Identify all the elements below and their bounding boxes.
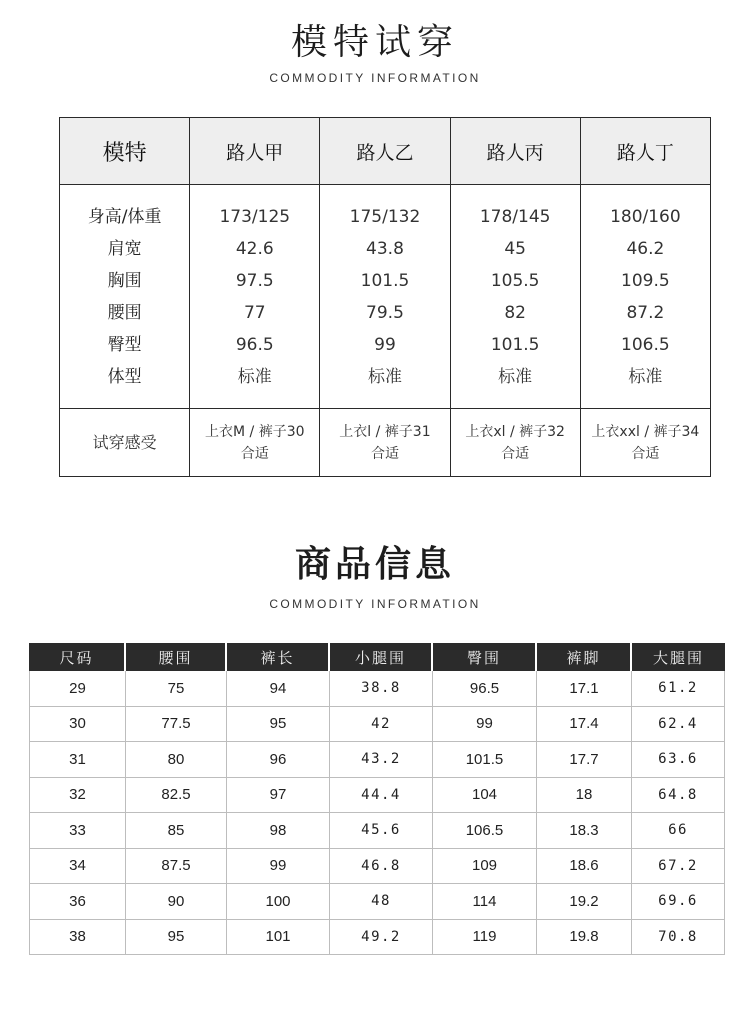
- size-chart: [29, 643, 725, 955]
- size-cell: 87.5: [126, 849, 227, 885]
- model-metrics-cell: [190, 185, 320, 409]
- size-cell: 99: [227, 849, 330, 885]
- size-cell: 46.8: [330, 849, 433, 885]
- size-cell: 63.6: [632, 742, 725, 778]
- metric-value: 87.2: [626, 302, 665, 323]
- product-section-header: [0, 536, 750, 611]
- metric-value: 77: [243, 302, 266, 323]
- size-row: [29, 920, 725, 956]
- size-header-row: [29, 643, 725, 671]
- model-metrics-cell: [450, 185, 580, 409]
- fitting-feel-cell: [580, 409, 710, 477]
- size-row: [29, 742, 725, 778]
- size-cell: 96: [227, 742, 330, 778]
- size-row: [29, 778, 725, 814]
- size-cell: 97: [227, 778, 330, 814]
- size-cell: 95: [227, 707, 330, 743]
- fitting-feel-row: [60, 409, 711, 477]
- size-cell: 33: [29, 813, 126, 849]
- size-cell: 66: [632, 813, 725, 849]
- size-cell: 100: [227, 884, 330, 920]
- metric-value: 101.5: [360, 270, 410, 291]
- size-header-cell: 尺码: [29, 643, 126, 671]
- size-row: [29, 813, 725, 849]
- size-cell: 17.7: [537, 742, 632, 778]
- size-header-cell: 臀围: [433, 643, 537, 671]
- size-cell: 82.5: [126, 778, 227, 814]
- size-cell: 114: [433, 884, 537, 920]
- size-cell: 17.1: [537, 671, 632, 707]
- metric-value: 79.5: [366, 302, 404, 323]
- size-cell: 44.4: [330, 778, 433, 814]
- size-cell: 38.8: [330, 671, 433, 707]
- metric-value: 标准: [367, 366, 402, 387]
- size-cell: 61.2: [632, 671, 725, 707]
- size-cell: 19.2: [537, 884, 632, 920]
- model-section-subtitle: COMMODITY INFORMATION: [269, 71, 481, 85]
- size-cell: 29: [29, 671, 126, 707]
- size-row: [29, 707, 725, 743]
- size-cell: 98: [227, 813, 330, 849]
- size-cell: 32: [29, 778, 126, 814]
- size-header-cell: 小腿围: [330, 643, 433, 671]
- model-metrics-row: [60, 185, 711, 409]
- metric-value: 178/145: [479, 206, 551, 227]
- metric-value: 105.5: [490, 270, 540, 291]
- metric-value: 175/132: [349, 206, 421, 227]
- fitting-feel-label: 试穿感受: [60, 409, 190, 477]
- metric-label: 腰围: [107, 302, 142, 323]
- size-cell: 80: [126, 742, 227, 778]
- size-cell: 34: [29, 849, 126, 885]
- metric-value: 42.6: [235, 238, 274, 259]
- model-name: 路人甲: [190, 118, 320, 185]
- metric-value: 45: [504, 238, 526, 259]
- size-cell: 18: [537, 778, 632, 814]
- size-cell: 19.8: [537, 920, 632, 956]
- fitting-result: 合适: [631, 445, 660, 462]
- metric-value: 99: [374, 334, 396, 355]
- fitting-feel-cell: [320, 409, 450, 477]
- metric-label: 体型: [107, 366, 142, 387]
- size-cell: 90: [126, 884, 227, 920]
- model-metrics-cell: [320, 185, 450, 409]
- fitting-size: 上衣l / 裤子31: [339, 423, 431, 440]
- size-cell: 42: [330, 707, 433, 743]
- size-cell: 18.3: [537, 813, 632, 849]
- metric-value: 标准: [628, 366, 663, 387]
- size-cell: 77.5: [126, 707, 227, 743]
- size-cell: 69.6: [632, 884, 725, 920]
- metric-label: 肩宽: [107, 238, 142, 259]
- fitting-result: 合适: [370, 445, 399, 462]
- metric-label: 臀型: [107, 334, 142, 355]
- size-row: [29, 849, 725, 885]
- metric-value: 标准: [237, 366, 272, 387]
- size-cell: 85: [126, 813, 227, 849]
- size-cell: 38: [29, 920, 126, 956]
- metric-value: 96.5: [235, 334, 274, 355]
- size-cell: 104: [433, 778, 537, 814]
- size-cell: 106.5: [433, 813, 537, 849]
- model-header-row: [60, 118, 711, 185]
- metric-value: 43.8: [366, 238, 404, 259]
- size-cell: 45.6: [330, 813, 433, 849]
- fitting-result: 合适: [501, 445, 530, 462]
- metric-value: 97.5: [235, 270, 274, 291]
- size-cell: 70.8: [632, 920, 725, 956]
- model-name: 路人丙: [450, 118, 580, 185]
- fitting-size: 上衣xl / 裤子32: [465, 423, 565, 440]
- metric-value: 82: [504, 302, 526, 323]
- model-metrics-cell: [580, 185, 710, 409]
- metric-value: 101.5: [490, 334, 540, 355]
- size-cell: 95: [126, 920, 227, 956]
- size-cell: 43.2: [330, 742, 433, 778]
- size-cell: 64.8: [632, 778, 725, 814]
- fitting-size: 上衣M / 裤子30: [205, 423, 305, 440]
- size-cell: 101.5: [433, 742, 537, 778]
- metric-value: 109.5: [621, 270, 670, 291]
- metric-value: 46.2: [626, 238, 665, 259]
- size-row: [29, 884, 725, 920]
- metric-value: 106.5: [621, 334, 670, 355]
- size-cell: 36: [29, 884, 126, 920]
- metric-label: 身高/体重: [87, 206, 162, 227]
- size-header-cell: 大腿围: [632, 643, 725, 671]
- size-cell: 101: [227, 920, 330, 956]
- metric-value: 标准: [498, 366, 533, 387]
- size-cell: 99: [433, 707, 537, 743]
- size-cell: 31: [29, 742, 126, 778]
- product-section-title: 商品信息: [294, 544, 455, 585]
- size-cell: 94: [227, 671, 330, 707]
- size-cell: 49.2: [330, 920, 433, 956]
- size-cell: 18.6: [537, 849, 632, 885]
- size-cell: 17.4: [537, 707, 632, 743]
- size-cell: 75: [126, 671, 227, 707]
- size-header-cell: 腰围: [126, 643, 227, 671]
- metric-value: 173/125: [219, 206, 291, 227]
- model-name: 路人乙: [320, 118, 450, 185]
- fitting-feel-cell: [450, 409, 580, 477]
- fitting-result: 合适: [240, 445, 269, 462]
- fitting-size: 上衣xxl / 裤子34: [591, 423, 700, 440]
- model-fitting-table: [59, 117, 711, 477]
- size-cell: 96.5: [433, 671, 537, 707]
- model-section-header: [0, 14, 750, 85]
- size-cell: 48: [330, 884, 433, 920]
- model-header-label: 模特: [60, 118, 190, 185]
- model-section-title: 模特试穿: [290, 22, 459, 63]
- size-header-cell: 裤脚: [537, 643, 632, 671]
- size-cell: 67.2: [632, 849, 725, 885]
- fitting-feel-cell: [190, 409, 320, 477]
- model-name: 路人丁: [580, 118, 710, 185]
- size-cell: 119: [433, 920, 537, 956]
- size-cell: 109: [433, 849, 537, 885]
- size-table: [29, 643, 725, 955]
- metric-value: 180/160: [610, 206, 681, 227]
- metric-labels-cell: [60, 185, 190, 409]
- size-cell: 30: [29, 707, 126, 743]
- metric-label: 胸围: [107, 270, 142, 291]
- size-cell: 62.4: [632, 707, 725, 743]
- size-row: [29, 671, 725, 707]
- product-section-subtitle: COMMODITY INFORMATION: [269, 597, 481, 611]
- size-header-cell: 裤长: [227, 643, 330, 671]
